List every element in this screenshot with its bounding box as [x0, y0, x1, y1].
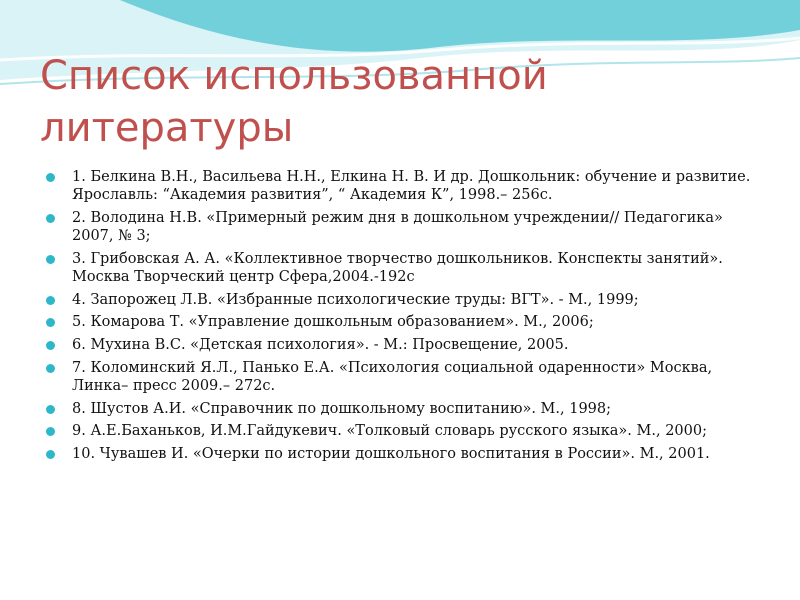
- reference-text: 2. Володина Н.В. «Примерный режим дня в дошкольном учреждении// Педагогика» 2007, № 3;: [72, 209, 723, 245]
- list-item: [46, 400, 766, 418]
- bullet-dot-icon: [46, 173, 55, 182]
- slide-title: Список использованной литературы: [40, 53, 548, 151]
- list-item: [46, 445, 766, 463]
- list-item: [46, 359, 766, 395]
- bullet-dot-icon: [46, 318, 55, 327]
- bullet-dot-icon: [46, 450, 55, 459]
- list-item: [46, 422, 766, 440]
- bullet-dot-icon: [46, 255, 55, 264]
- reference-list: [46, 168, 766, 468]
- reference-text: 6. Мухина В.С. «Детская психология». - М.: Просвещение, 2005.: [72, 337, 569, 354]
- list-item: [46, 336, 766, 354]
- reference-text: 9. А.Е.Баханьков, И.М.Гайдукевич. «Толковый словарь русского языка». М., 2000;: [72, 423, 707, 440]
- list-item: [46, 291, 766, 309]
- reference-text: 4. Запорожец Л.В. «Избранные психологические труды: ВГТ». - М., 1999;: [72, 291, 639, 308]
- reference-text: 10. Чувашев И. «Очерки по истории дошкольного воспитания в России». М., 2001.: [72, 446, 710, 463]
- bullet-dot-icon: [46, 214, 55, 223]
- reference-text: 1. Белкина В.Н., Васильева Н.Н., Елкина Н. В. И др. Дошкольник: обучение и развитие. Ярославль: “Академия развития”, “ Академия К”, 1998.– 256с.: [72, 169, 751, 204]
- bullet-dot-icon: [46, 405, 55, 414]
- list-item: [46, 209, 766, 245]
- reference-text: 8. Шустов А.И. «Справочник по дошкольному воспитанию». М., 1998;: [72, 400, 612, 417]
- reference-text: 3. Грибовская А. А. «Коллективное творчество дошкольников. Конспекты занятий». Москва Творческий центр Сфера,2004.-192с: [72, 250, 723, 286]
- list-item: [46, 168, 766, 204]
- bullet-dot-icon: [46, 364, 55, 373]
- reference-text: 5. Комарова Т. «Управление дошкольным образованием». М., 2006;: [72, 314, 594, 331]
- list-item: [46, 313, 766, 331]
- reference-text: 7. Коломинский Я.Л., Панько Е.А. «Психология социальной одаренности» Москва, Линка– пресс 2009.– 272с.: [72, 359, 713, 395]
- bullet-dot-icon: [46, 427, 55, 436]
- list-item: [46, 250, 766, 286]
- bullet-dot-icon: [46, 296, 55, 305]
- bullet-dot-icon: [46, 341, 55, 350]
